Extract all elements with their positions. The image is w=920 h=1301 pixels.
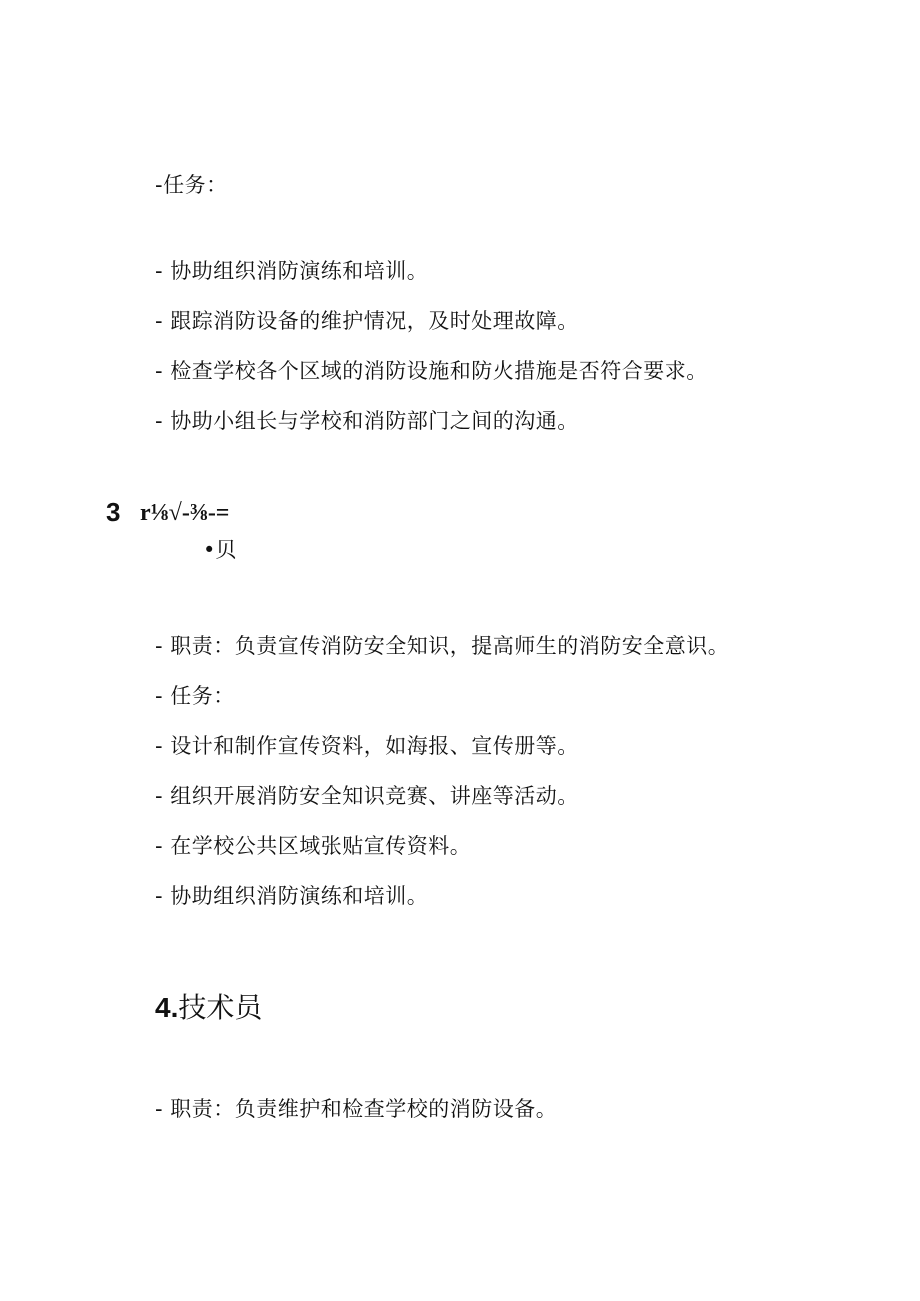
task-label: -任务： <box>155 173 228 197</box>
list-item: - 组织开展消防安全知识竞赛、讲座等活动。 <box>155 784 579 808</box>
section-3-number: 3 <box>106 497 121 527</box>
list-item: - 跟踪消防设备的维护情况，及时处理故障。 <box>155 309 579 333</box>
task-label: - 任务： <box>155 684 235 708</box>
section-4-heading <box>155 986 262 1026</box>
list-item: - 协助组织消防演练和培训。 <box>155 884 429 908</box>
list-item: - 检查学校各个区域的消防设施和防火措施是否符合要求。 <box>155 359 708 383</box>
list-item: - 协助组织消防演练和培训。 <box>155 259 429 283</box>
list-item: - 协助小组长与学校和消防部门之间的沟通。 <box>155 409 579 433</box>
section-3-title: r⅛√-⅜-= <box>140 500 230 526</box>
duty-line: - 职责：负责维护和检查学校的消防设备。 <box>155 1097 558 1121</box>
section-3-title-tail: •贝 <box>203 538 237 562</box>
section-4-number: 4. <box>155 992 179 1023</box>
section-4-title: 技术员 <box>178 991 263 1024</box>
list-item: - 设计和制作宣传资料，如海报、宣传册等。 <box>155 734 579 758</box>
duty-line: - 职责：负责宣传消防安全知识，提高师生的消防安全意识。 <box>155 634 730 658</box>
list-item: - 在学校公共区域张贴宣传资料。 <box>155 834 472 858</box>
